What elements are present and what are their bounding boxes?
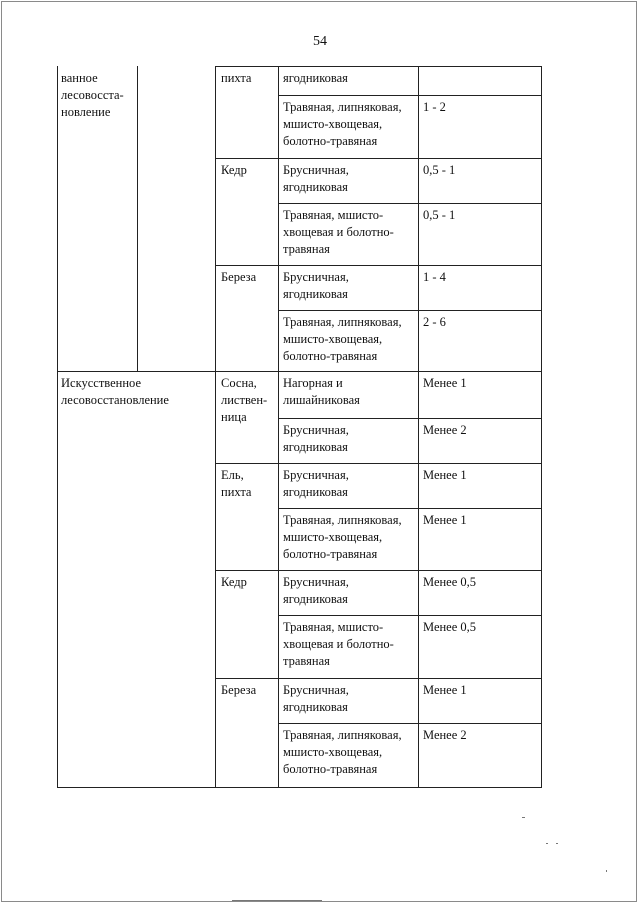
forest-type-cell: хвощевая и болотно- (283, 225, 394, 239)
forest-type-cell: Брусничная, (283, 468, 349, 482)
forest-type-cell: ягодниковая (283, 440, 348, 454)
value-cell: Менее 1 (423, 376, 467, 390)
forest-type-cell: мшисто-хвощевая, (283, 745, 383, 759)
forest-type-cell: травяная (283, 242, 330, 256)
value-cell: Менее 1 (423, 513, 467, 527)
row-divider (215, 678, 542, 679)
method-label: лесовосста- (61, 88, 124, 102)
forest-type-cell: ягодниковая (283, 71, 348, 85)
forest-type-cell: Травяная, липняковая, (283, 513, 402, 527)
value-cell: 1 - 2 (423, 100, 446, 114)
value-cell: Менее 2 (423, 728, 467, 742)
scan-speck (556, 843, 558, 844)
forest-type-cell: болотно-травяная (283, 762, 378, 776)
table-bottom-border (57, 787, 542, 788)
table-column-divider (215, 66, 216, 788)
row-divider (278, 95, 542, 96)
species-label: пихта (221, 71, 252, 85)
row-divider (278, 310, 542, 311)
forest-type-cell: лишайниковая (283, 393, 360, 407)
species-label: ница (221, 410, 247, 424)
table-column-divider (278, 66, 279, 788)
species-label: Кедр (221, 575, 247, 589)
scan-speck (546, 843, 548, 844)
forest-type-cell: ягодниковая (283, 700, 348, 714)
method-label: ванное (61, 71, 98, 85)
forest-type-cell: мшисто-хвощевая, (283, 117, 383, 131)
forest-type-cell: ягодниковая (283, 180, 348, 194)
species-label: Береза (221, 270, 257, 284)
row-divider (278, 615, 542, 616)
value-cell: 1 - 4 (423, 270, 446, 284)
row-divider (278, 723, 542, 724)
row-divider (278, 508, 542, 509)
value-cell: Менее 0,5 (423, 575, 477, 589)
forest-type-cell: Травяная, липняковая, (283, 100, 402, 114)
scan-speck (232, 900, 322, 901)
forest-type-cell: Травяная, липняковая, (283, 728, 402, 742)
forest-type-cell: Травяная, мшисто- (283, 620, 384, 634)
value-cell: Менее 2 (423, 423, 467, 437)
row-divider (215, 463, 542, 464)
table-column-divider (137, 66, 138, 372)
method-label: Искусственное (61, 376, 141, 390)
forest-type-cell: хвощевая и болотно- (283, 637, 394, 651)
table-left-border (57, 66, 58, 788)
forest-type-cell: болотно-травяная (283, 349, 378, 363)
forest-type-cell: Брусничная, (283, 423, 349, 437)
method-label: новление (61, 105, 111, 119)
row-divider (278, 203, 542, 204)
value-cell: 0,5 - 1 (423, 163, 456, 177)
row-divider (215, 265, 542, 266)
forest-type-cell: Нагорная и (283, 376, 343, 390)
value-cell: Менее 0,5 (423, 620, 477, 634)
row-divider (278, 418, 542, 419)
forest-type-cell: Брусничная, (283, 575, 349, 589)
value-cell: 2 - 6 (423, 315, 446, 329)
forest-type-cell: Брусничная, (283, 270, 349, 284)
forest-type-cell: Травяная, мшисто- (283, 208, 384, 222)
species-label: листвен- (221, 393, 268, 407)
value-cell: 0,5 - 1 (423, 208, 456, 222)
forest-type-cell: травяная (283, 654, 330, 668)
table-column-divider (418, 66, 419, 788)
table-right-border (541, 66, 542, 788)
forest-type-cell: болотно-травяная (283, 134, 378, 148)
forest-type-cell: болотно-травяная (283, 547, 378, 561)
species-label: Береза (221, 683, 257, 697)
species-label: пихта (221, 485, 252, 499)
forest-type-cell: мшисто-хвощевая, (283, 332, 383, 346)
species-label: Ель, (221, 468, 244, 482)
forest-type-cell: ягодниковая (283, 287, 348, 301)
forest-type-cell: ягодниковая (283, 485, 348, 499)
value-cell: Менее 1 (423, 683, 467, 697)
species-label: Сосна, (221, 376, 257, 390)
value-cell: Менее 1 (423, 468, 467, 482)
forest-type-cell: мшисто-хвощевая, (283, 530, 383, 544)
scan-speck (522, 817, 525, 818)
row-divider (215, 570, 542, 571)
forest-type-cell: Брусничная, (283, 683, 349, 697)
scan-speck (606, 870, 607, 872)
method-label: лесовосстановление (61, 393, 169, 407)
page-number: 54 (313, 34, 327, 49)
forest-type-cell: Брусничная, (283, 163, 349, 177)
species-label: Кедр (221, 163, 247, 177)
forest-type-cell: Травяная, липняковая, (283, 315, 402, 329)
group-divider (57, 371, 542, 372)
table-top-border (215, 66, 542, 67)
row-divider (215, 158, 542, 159)
forest-type-cell: ягодниковая (283, 592, 348, 606)
